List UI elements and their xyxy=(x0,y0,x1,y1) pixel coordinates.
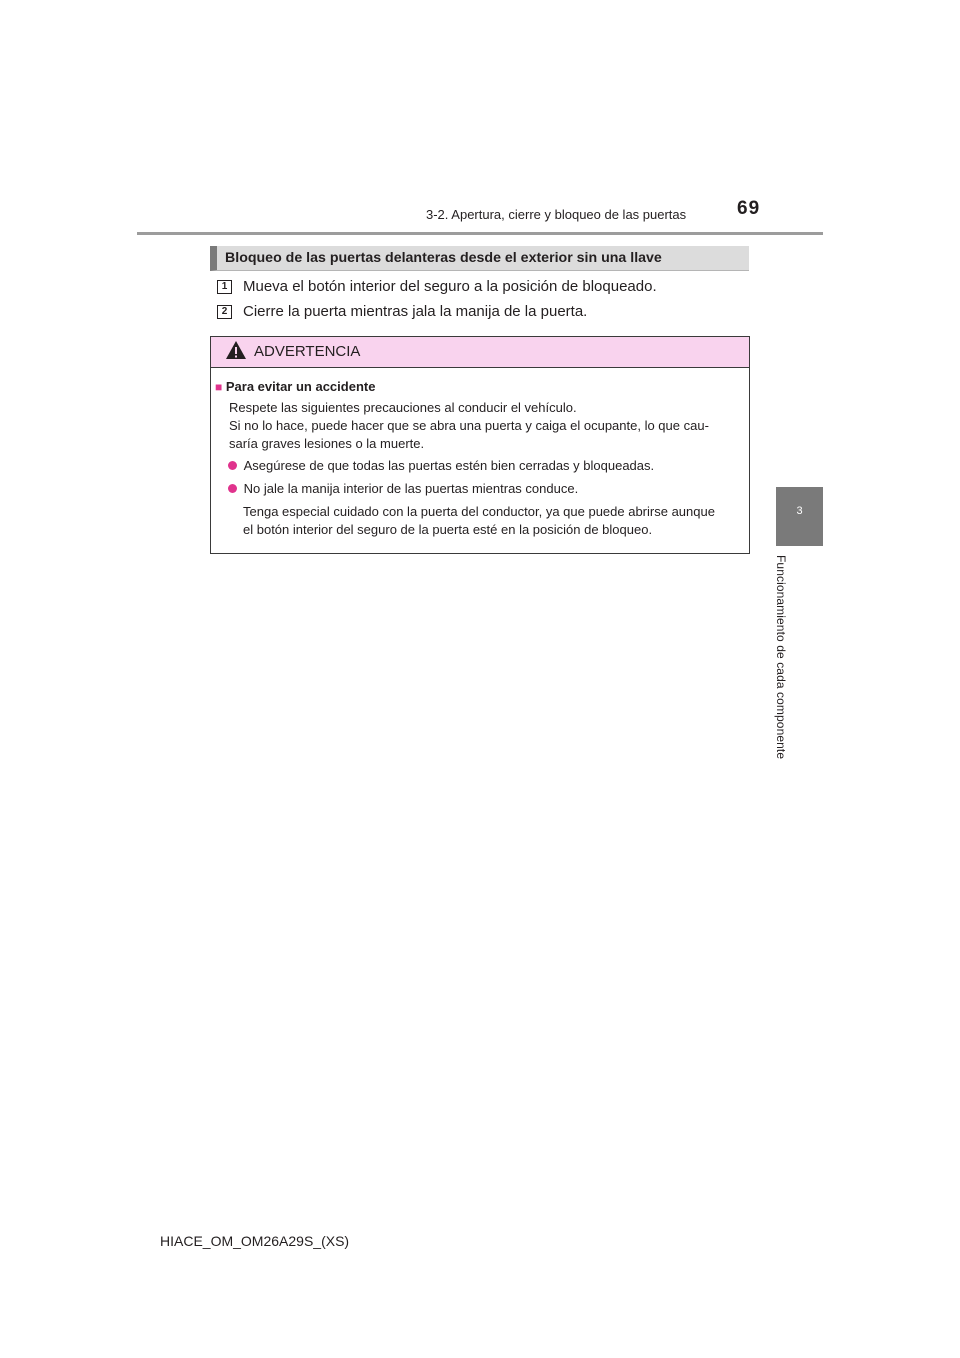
step-text-2: Cierre la puerta mientras jala la manija de la puerta. xyxy=(243,303,588,320)
square-bullet-icon: ■ xyxy=(215,380,223,394)
warning-box xyxy=(210,336,750,554)
header-divider xyxy=(137,232,823,235)
warning-note xyxy=(243,503,715,539)
warning-item-title: Para evitar un accidente xyxy=(225,379,376,394)
warning-bullet xyxy=(228,480,578,498)
warning-note-line: el botón interior del seguro de la puerta esté en la posición de bloqueo. xyxy=(243,522,653,537)
warning-triangle-icon xyxy=(225,340,247,360)
warning-title: ADVERTENCIA xyxy=(254,343,361,360)
warning-header xyxy=(211,337,749,368)
chapter-title: Funcionamiento de cada componente xyxy=(774,555,788,760)
warning-intro-line: Respete las siguientes precauciones al conducir el vehículo. xyxy=(229,400,577,415)
section-heading-bar xyxy=(210,246,749,271)
warning-bullet xyxy=(228,457,654,475)
warning-intro-line: saría graves lesiones o la muerte. xyxy=(229,436,425,451)
step-number-1: 1 xyxy=(217,280,232,294)
document-code: HIACE_OM_OM26A29S_(XS) xyxy=(160,1233,350,1249)
warning-note-line: Tenga especial cuidado con la puerta del conductor, ya que puede abrirse aunque xyxy=(243,504,715,519)
warning-bullet-text: Asegúrese de que todas las puertas estén bien cerradas y bloqueadas. xyxy=(243,458,655,473)
chapter-number: 3 xyxy=(796,505,803,517)
page-number: 69 xyxy=(737,198,761,219)
step-text-1: Mueva el botón interior del seguro a la posición de bloqueado. xyxy=(243,278,657,295)
warning-item xyxy=(215,378,375,396)
dot-bullet-icon xyxy=(228,484,237,493)
section-title: 3-2. Apertura, cierre y bloqueo de las puertas xyxy=(426,207,687,222)
section-heading: Bloqueo de las puertas delanteras desde el exterior sin una llave xyxy=(225,250,662,266)
warning-intro-line: Si no lo hace, puede hacer que se abra una puerta y caiga el ocupante, lo que cau- xyxy=(229,418,709,433)
warning-intro xyxy=(229,399,743,453)
dot-bullet-icon xyxy=(228,461,237,470)
step-number-2: 2 xyxy=(217,305,232,319)
warning-bullet-text: No jale la manija interior de las puertas mientras conduce. xyxy=(243,481,579,496)
